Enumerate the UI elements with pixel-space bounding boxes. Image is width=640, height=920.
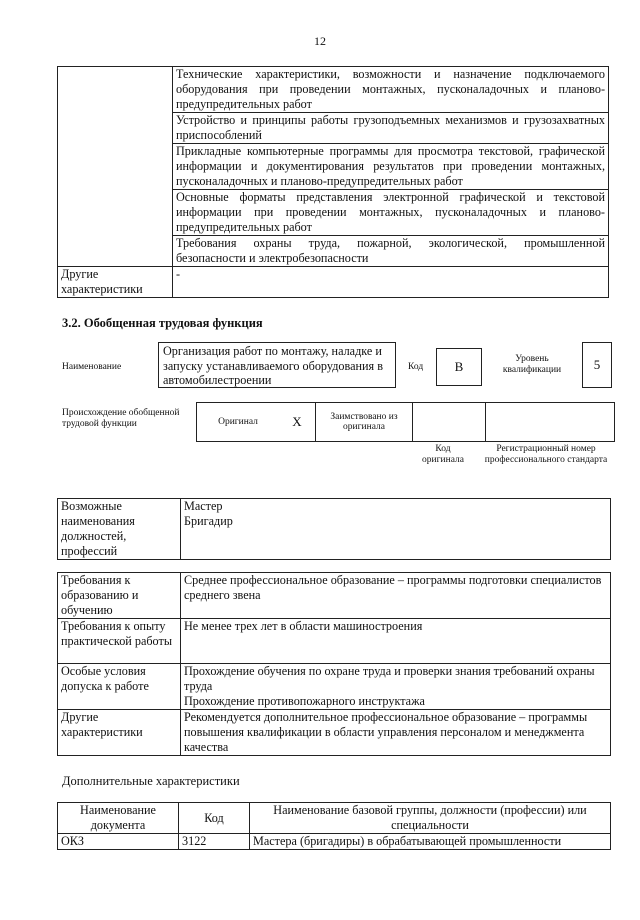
code-label: Код — [408, 362, 424, 372]
additional-table — [57, 802, 611, 850]
knowledge-item: Прикладные компьютерные программы для просмотра текстовой, графической информации и документирования результатов при проведении монтажных, пусконаладочных и планово-предупредительных работ — [173, 144, 609, 190]
reg-number-cell — [486, 403, 615, 442]
professions-values — [181, 499, 611, 560]
profession-item: Мастер — [184, 499, 223, 513]
code-box: B — [436, 348, 482, 386]
admission-line: Прохождение противопожарного инструктажа — [184, 694, 425, 708]
header-group: Наименование базовой группы, должности (профессии) или специальности — [250, 803, 611, 834]
education-label: Требования к образованию и обучению — [58, 573, 181, 619]
code-original-caption: Код оригинала — [422, 444, 464, 465]
other-req-label: Другие характеристики — [58, 710, 181, 756]
header-code: Код — [179, 803, 250, 834]
page-number: 12 — [314, 34, 326, 48]
header-document: Наименование документа — [58, 803, 179, 834]
row-document: ОКЗ — [58, 834, 179, 850]
other-characteristics-label: Другие характеристики — [58, 267, 173, 298]
name-label: Наименование — [62, 362, 122, 372]
knowledge-item: Устройство и принципы работы грузоподъемных механизмов и грузозахватных приспособлений — [173, 113, 609, 144]
admission-value — [181, 664, 611, 710]
table-row — [58, 834, 611, 850]
knowledge-item: Требования охраны труда, пожарной, экологической, промышленной безопасности и электробезопасности — [173, 236, 609, 267]
row-group: Мастера (бригадиры) в обрабатывающей промышленности — [250, 834, 611, 850]
code-original-cell — [413, 403, 486, 442]
education-value: Среднее профессиональное образование – программы подготовки специалистов среднего звена — [181, 573, 611, 619]
requirements-table — [57, 572, 611, 756]
experience-label: Требования к опыту практической работы — [58, 619, 181, 664]
section-title: 3.2. Обобщенная трудовая функция — [62, 316, 263, 330]
function-name-box: Организация работ по монтажу, наладке и запуску устанавливаемого оборудования в автомобилестроении — [158, 342, 396, 388]
profession-item: Бригадир — [184, 514, 233, 528]
admission-line: Прохождение обучения по охране труда и проверки знания требований охраны труда — [184, 664, 595, 693]
experience-value: Не менее трех лет в области машиностроения — [181, 619, 611, 664]
admission-label: Особые условия допуска к работе — [58, 664, 181, 710]
other-characteristics-value: - — [173, 267, 609, 298]
original-label: Оригинал — [197, 403, 280, 442]
qualification-level-box: 5 — [582, 342, 612, 388]
additional-title: Дополнительные характеристики — [62, 774, 240, 788]
knowledge-item: Технические характеристики, возможности и назначение подключаемого оборудования при проведении монтажных, пусконаладочных и планово-предупредительных работ — [173, 67, 609, 113]
knowledge-table — [57, 66, 609, 298]
origin-table — [196, 402, 615, 442]
qualification-level-label: Уровень квалификации — [502, 354, 562, 375]
reg-number-caption: Регистрационный номер профессионального стандарта — [484, 444, 608, 465]
original-mark: X — [279, 403, 316, 442]
empty-label-cell — [58, 67, 173, 267]
borrowed-label: Заимствовано из оригинала — [316, 403, 413, 442]
professions-label: Возможные наименования должностей, профессий — [58, 499, 181, 560]
knowledge-item: Основные форматы представления электронной графической и текстовой информации при проведении монтажных, пусконаладочных и планово-предупредительных работ — [173, 190, 609, 236]
professions-table — [57, 498, 611, 560]
origin-label: Происхождение обобщенной трудовой функции — [62, 408, 180, 429]
other-req-value: Рекомендуется дополнительное профессиональное образование – программы повышения квалификации в области управления персоналом и менеджмента качества — [181, 710, 611, 756]
row-code: 3122 — [179, 834, 250, 850]
